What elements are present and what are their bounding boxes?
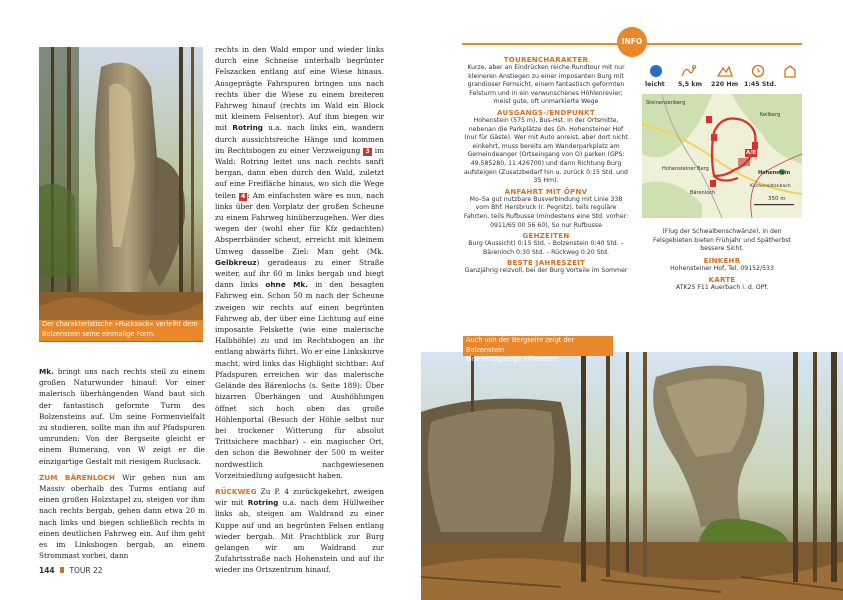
section-heading-rueckweg: RÜCKWEG — [215, 486, 257, 496]
caption-line: eine einzigartige Silhouette. — [466, 355, 559, 363]
bolzenstein-hillside-photo — [421, 352, 843, 600]
heading-einkehr: EINKEHR — [703, 256, 741, 265]
paragraph: bringt uns nach rechts steil zu einem großen Naturwunder hinauf: Vor einer malerisch überhängenden Wand baut sich der fantastisch geformte Turm des Bolzensteins auf. Um seine Formenvielfalt zu studieren, sollte man ihn auf Pfadspuren umrunden: Von der Bergseite gleicht er einem Bumerang, von W zeigt er die einzigartige Gestalt mit riesigem Rucksack. — [39, 367, 205, 466]
text: im Wald: Rotring leitet uns nach rechts sanft bergan, dann eben durch den Wald, zuletzt auf eine Freifläche hinaus, wo sich die Wege teilen — [215, 145, 384, 200]
page-footer — [39, 566, 103, 575]
waypoint-3-badge: 3 — [365, 147, 370, 155]
text: u.a. nach links ein, wandern durch aussichtsreiche Hänge und kommen im Rechtsbogen zu einer Verzweigung — [215, 123, 384, 155]
stat-difficulty: leicht — [645, 81, 665, 88]
column-1-text — [39, 366, 205, 561]
section-heading-baerenloch: ZUM BÄRENLOCH — [39, 472, 115, 482]
map-label: Hohensteiner Berg — [662, 166, 709, 172]
waypoint-4-badge: 4 — [241, 192, 246, 200]
heading-jahreszeit: BESTE JAHRESZEIT — [506, 259, 586, 268]
text: rechts in den Wald empor und wieder links durch eine Schneise unterhalb begrünter Felszacken entlang auf eine Wiese hinaus. Ausgeprägte Fahrspuren bringen uns nach rechts über die Wiese zu einem breiteren Fahrweg hinauf (rechts im Wald ein Block mit kleinem Felsentor). Auf ihm biegen wir mit — [215, 45, 384, 133]
bolzenstein-photo — [39, 47, 203, 342]
caption-line: Auch von der Bergseite zeigt der Bolzenstein — [466, 336, 575, 354]
caption-line: Bolzenstein seine einmalige Form. — [42, 329, 156, 338]
marker-rotring: Rotring — [232, 123, 263, 133]
info-left-column — [462, 56, 630, 276]
stat-elevation: 220 Hm — [711, 81, 739, 88]
tour-stats — [642, 62, 804, 96]
difficulty-icon — [650, 65, 662, 77]
info-badge-label: INFO — [621, 37, 643, 46]
text: ) geradeaus zu einer Straße weiter, auf ihr 60 m links bergab und biegt dann links — [215, 257, 384, 290]
family-icon — [782, 64, 798, 80]
caption-line: Der charakteristische »Rucksack« verleiht dem — [42, 320, 198, 328]
stat-time: 1:45 Std. — [744, 81, 777, 88]
heading-oepnv: ANFAHRT MIT ÖPNV — [504, 187, 588, 196]
stat-distance: 5,5 km — [678, 81, 703, 88]
heading-gehzeiten: GEHZEITEN — [522, 232, 570, 241]
map-label: Kirchensittenbach — [750, 184, 791, 189]
info-badge — [617, 27, 647, 57]
text-gehzeiten: Burg (Aussicht) 0:15 Std. – Bolzenstein 0:40 Std. – Bärenloch 0:30 Std. – Rückweg 0:20 Std. — [468, 240, 624, 256]
text-einkehr: Hohensteiner Hof, Tel. 09152/533 — [670, 264, 774, 272]
map-start-label: A/E — [746, 150, 757, 156]
text: in den besagten Fahrweg ein. Schon 50 m nach der Scheune zweigen wir rechts auf einen begrünten Fahrweg ab, der über eine Lichtung auf eine imposante Felskette (wie eine malerische Halbhöhle) zu und im Rechtsbogen an ihr entlang abwärts führt. Wo er eine Linkskurve macht, wird links das Highlight sichtbar: Auf Pfadspuren erreichen wir das malerische Gelände des Bärenlochs (s. Seite 189): Über bizarren Überhängen und Aushöhlungen öffnet sich hoch oben das große Höhlenportal (Besuch der Höhle selbst nur bei trockener Witterung für absolut Trittsichere machbar) – ein magischer Ort, den schon die Bewohner der 500 m weiter nordwestlich nachgewiesenen Vorzeitsiedlung aufgesucht haben. — [215, 280, 385, 480]
heading-ausgang: AUSGANGS-/ENDPUNKT — [497, 108, 595, 117]
paragraph: Wir gehen nun am Massiv oberhalb des Turms entlang auf einen großen Holzstapel zu, steigen vor ihm nach rechts bergab, gehen dann etwa 20 m nach links und biegen schließlich rechts in einen deutlichen Fahrweg ein. Auf ihm geht es im Linksbogen bergab, an einem Strommast vorbei, dann — [39, 472, 205, 561]
map-label: Hohenstein — [758, 170, 791, 176]
marker-ohne: ohne Mk. — [265, 280, 308, 290]
map-label: Bärenloch — [690, 190, 716, 196]
text-karte: ATK25 F11 Auerbach i. d. OPf. — [675, 284, 769, 292]
marker-rotring: Rotring — [247, 498, 279, 508]
text-season-note: (Flug der Schwalbenschwänze), in den Felsgebieten bieten Frühjahr und Spätherbst bessere Sicht. — [653, 228, 791, 253]
text: u.a. nach dem Hüllweiher links ab, steigen am Waldrand zu einer Kuppe auf und an begrünten Felsen entlang wieder bergab. Mit Prachtblick zur Burg gelangen wir am Waldrand zur Zufahrtsstraße nach Hohenstein und auf ihr wieder ins Ortszentrum hinauf. — [215, 498, 384, 575]
time-icon — [750, 64, 766, 80]
route-map — [642, 94, 802, 218]
text-tourencharakter: Kurze, aber an Eindrücken reiche Rundtour mit nur kleineren Anstiegen zu einer imposanten Burg mit grandioser Fernsicht, einem fantastisch geformten Felsturm und in ein verwunschenes Höhlenrevier; meist gute, oft unmarkierte Wege — [467, 64, 625, 106]
marker-abbrev: Mk. — [39, 367, 54, 376]
text: : Am einfachsten wäre es nun, nach links über den Vorplatz der großen Scheune zu einem Fahrweg hinüberzugehen. Wer dies wegen der (wohl eher für Kfz gedachten) Absperrbänder scheut, erreicht mit kleinem Umweg dasselbe Ziel: Man geht (Mk. — [215, 190, 384, 256]
text-oepnv: Mo–Sa gut nutzbare Busverbindung mit Linie 338 vom Bhf. Hersbruck (r. Pegnitz), teils reguläre Fahrten, teils Rufbusse (mindestens eine Std. vorher: 0911/65 00 56 60), So nur Rufbusse — [463, 195, 629, 229]
heading-karte: KARTE — [708, 276, 736, 285]
text-ausgang: Hohenstein (575 m), Bus-Hst. in der Ortsmitte, nebenan die Parkplätze des Gh. Hohensteiner Hof (nur für Gäste). Wer mit Auto anreist, aber dort nicht einkehrt, muss bereits am Wanderparkplatz am Gemeindeanger (Ortseingang von O) parken (GPS: 49.585280, 11.426700) und dann Richtung Burg aufsteigen (Zusatzbedarf hin u. zurück 0:15 Std. und 35 Hm). — [464, 116, 628, 185]
map-label: Steinenzenberg — [646, 100, 686, 106]
elevation-icon — [717, 64, 733, 80]
text-jahreszeit: Ganzjährig reizvoll, bei der Burg Vorteile im Sommer — [464, 267, 628, 275]
column-2-text — [215, 44, 384, 576]
tour-label: TOUR 22 — [69, 566, 103, 575]
info-right-column — [642, 228, 802, 293]
map-scale-label: 350 m — [768, 196, 786, 202]
text: Zu P. 4 zurückgekehrt, zweigen wir mit — [215, 486, 384, 508]
map-label: Keilberg — [760, 112, 781, 118]
page-number: 144 — [39, 566, 55, 575]
heading-tourencharakter: TOURENCHARAKTER — [503, 56, 589, 64]
distance-icon — [680, 64, 696, 80]
left-photo-caption — [39, 320, 203, 341]
right-photo-caption — [463, 336, 613, 363]
marker-gelbkreuz: Gelbkreuz — [215, 257, 257, 267]
